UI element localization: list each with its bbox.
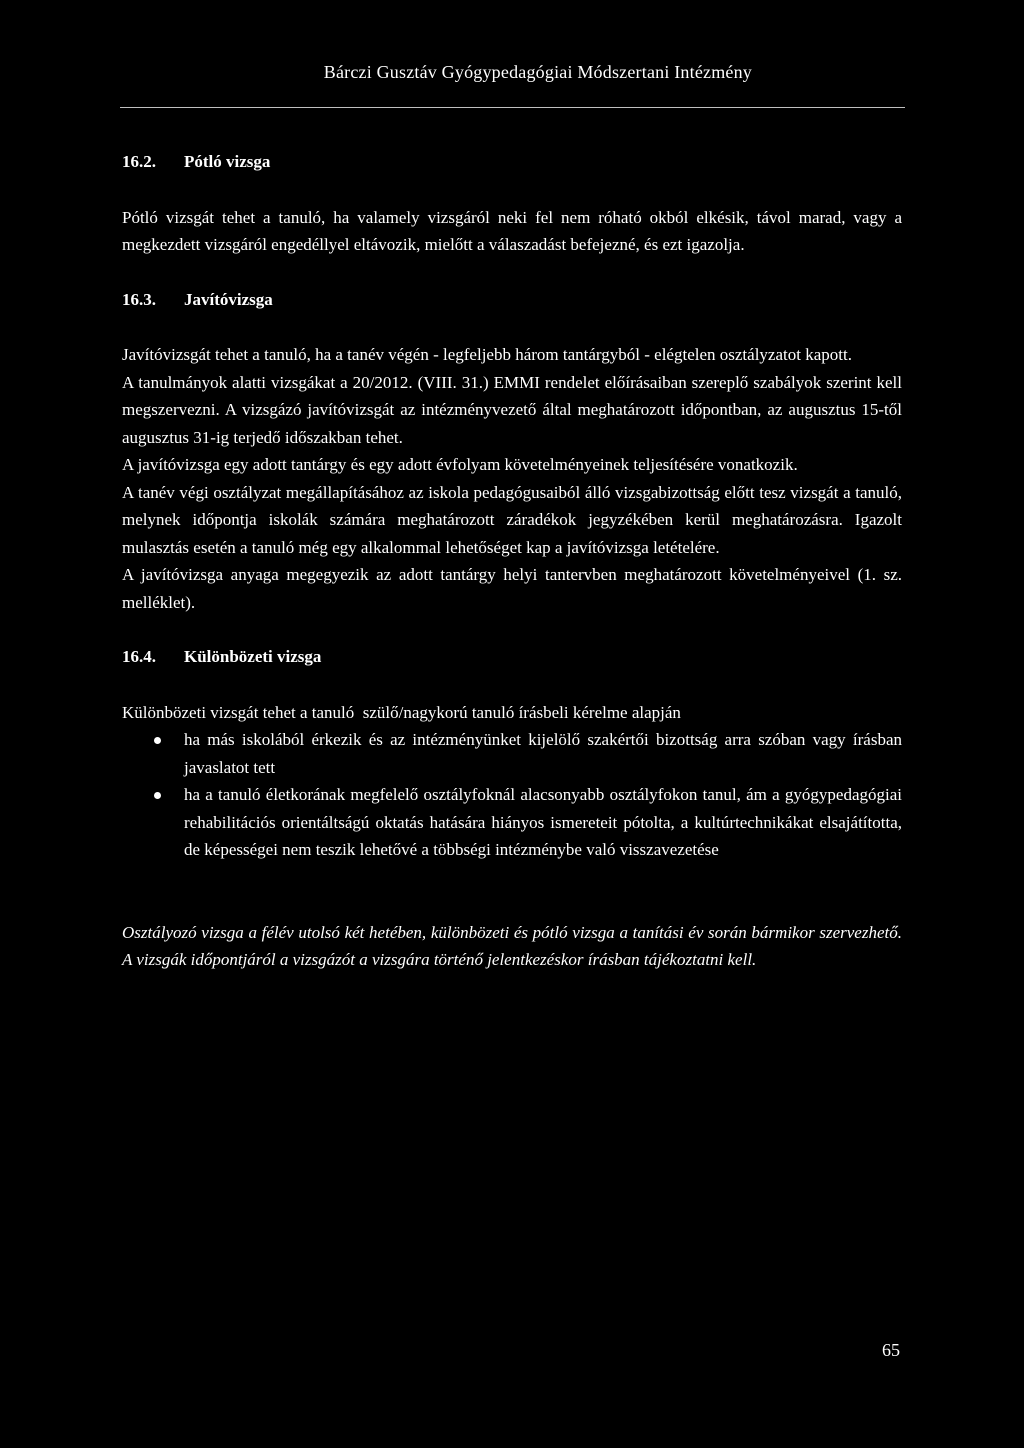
section-title: Pótló vizsga	[184, 152, 271, 171]
paragraph: A javítóvizsga anyaga megegyezik az adott tantárgy helyi tantervben meghatározott követelményeivel (1. sz. melléklet).	[122, 565, 902, 612]
bullet-list	[122, 726, 902, 864]
bullet-icon	[154, 792, 161, 799]
paragraph: Javítóvizsgát tehet a tanuló, ha a tanév végén - legfeljebb három tantárgyból - elégtelen osztályzatot kapott.	[122, 345, 852, 364]
paragraph: A javítóvizsga egy adott tantárgy és egy adott évfolyam követelményeinek teljesítésére vonatkozik.	[122, 455, 798, 474]
running-header: Bárczi Gusztáv Gyógypedagógiai Módszertani Intézmény	[323, 62, 752, 82]
document-body	[122, 148, 902, 974]
section-heading-16-4	[122, 643, 902, 671]
section-title: Különbözeti vizsga	[184, 647, 322, 666]
section-number: 16.2.	[122, 152, 156, 171]
bullet-icon	[154, 737, 161, 744]
list-item	[122, 726, 902, 781]
list-item	[122, 781, 902, 864]
italic-note: Osztályozó vizsga a félév utolsó két hetében, különbözeti és pótló vizsga a tanítási év során bármikor szervezhető. A vizsgák időpontjáról a vizsgázót a vizsgára történő jelentkezéskor írásban tájékoztatni kell.	[122, 922, 902, 969]
paragraph: A tanév végi osztályzat megállapításához az iskola pedagógusaiból álló vizsgabizottság előtt tesz vizsgát a tanuló, melynek időpontja iskolák számára meghatározott záradékok jegyzékében kerül meghatározásra. Igazolt mulasztás esetén a tanuló még egy alkalommal lehetőséget kap a javítóvizsga letételére.	[122, 482, 902, 557]
list-item-text: ha más iskolából érkezik és az intézményünket kijelölő szakértői bizottság arra szóban vagy írásban javaslatot tett	[184, 730, 902, 777]
paragraph: Különbözeti vizsgát tehet a tanuló szülő/nagykorú tanuló írásbeli kérelme alapján	[122, 702, 681, 722]
list-item-text: ha a tanuló életkorának megfelelő osztályfoknál alacsonyabb osztályfokon tanul, ám a gyógypedagógiai rehabilitációs orientáltságú oktatás hatására hiányos ismereteit pótolta, a kultúrtechnikákat elsajátította, de képességei nem teszik lehetővé a többségi intézménybe való visszavezetése	[184, 785, 902, 859]
section-number: 16.4.	[122, 647, 156, 666]
section-heading-16-3	[122, 286, 902, 314]
page-number: 65	[882, 1340, 900, 1360]
section-heading-16-2	[122, 148, 902, 176]
paragraph: Pótló vizsgát tehet a tanuló, ha valamely vizsgáról neki fel nem róható okból elkésik, távol marad, vagy a megkezdett vizsgáról engedéllyel eltávozik, mielőtt a válaszadást befejezné, és ezt igazolja.	[122, 207, 902, 254]
header-rule	[120, 107, 905, 108]
paragraph: A tanulmányok alatti vizsgákat a 20/2012. (VIII. 31.) EMMI rendelet előírásaiban szereplő szabályok szerint kell megszervezni. A vizsgázó javítóvizsgát az intézményvezető által meghatározott időpontban, az augusztus 15-től augusztus 31-ig terjedő időszakban tehet.	[122, 372, 902, 447]
section-title: Javítóvizsga	[184, 289, 273, 309]
section-number: 16.3.	[122, 289, 156, 309]
